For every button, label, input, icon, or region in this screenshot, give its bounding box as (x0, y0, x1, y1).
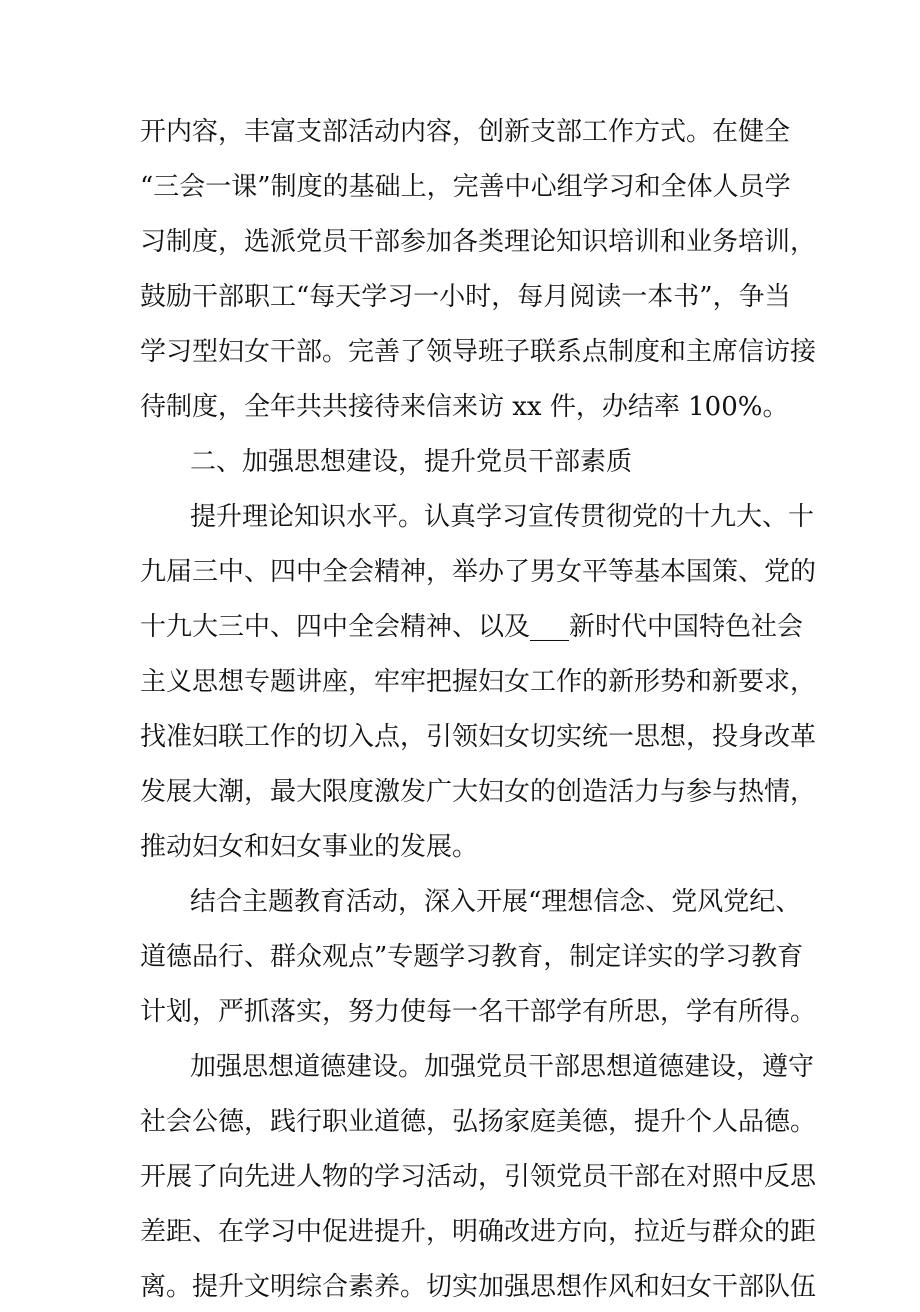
section-heading: 二、加强思想建设，提升党员干部素质 (190, 447, 633, 477)
text-line: 找准妇联工作的切入点，引领妇女切实统一思想，投身改革 (140, 722, 817, 752)
text-line: 主义思想专题讲座，牢牢把握妇女工作的新形势和新要求， (140, 667, 817, 697)
text-line: 十九大三中、四中全会精神、以及___新时代中国特色社会 (140, 612, 804, 642)
text-line: 计划，严抓落实，努力使每一名干部学有所思，学有所得。 (140, 997, 817, 1027)
text-line: 开展了向先进人物的学习活动，引领党员干部在对照中反思 (140, 1162, 817, 1192)
paragraph-first-line: 结合主题教育活动，深入开展“理想信念、党风党纪、 (190, 887, 802, 917)
text-line: 离。提升文明综合素养。切实加强思想作风和妇女干部队伍 (140, 1272, 817, 1302)
text-line: 九届三中、四中全会精神，举办了男女平等基本国策、党的 (140, 557, 817, 587)
text-line: 道德品行、群众观点”专题学习教育，制定详实的学习教育 (140, 942, 804, 972)
text-line: 习制度，选派党员干部参加各类理论知识培训和业务培训， (140, 227, 817, 257)
text-line: 待制度，全年共共接待来信来访 xx 件，办结率 100%。 (140, 392, 789, 422)
text-line: 差距、在学习中促进提升，明确改进方向，拉近与群众的距 (140, 1217, 817, 1247)
text-line: 学习型妇女干部。完善了领导班子联系点制度和主席信访接 (140, 337, 817, 367)
text-line: 开内容，丰富支部活动内容，创新支部工作方式。在健全 (140, 117, 791, 147)
text-line: “三会一课”制度的基础上，完善中心组学习和全体人员学 (140, 172, 791, 202)
text-line: 社会公德，践行职业道德，弘扬家庭美德，提升个人品德。 (140, 1107, 817, 1137)
paragraph-first-line: 加强思想道德建设。加强党员干部思想道德建设，遵守 (190, 1052, 815, 1082)
text-line: 推动妇女和妇女事业的发展。 (140, 832, 479, 862)
text-line: 鼓励干部职工“每天学习一小时，每月阅读一本书”，争当 (140, 282, 791, 312)
paragraph-first-line: 提升理论知识水平。认真学习宣传贯彻党的十九大、十 (190, 502, 815, 532)
text-line: 发展大潮，最大限度激发广大妇女的创造活力与参与热情， (140, 777, 817, 807)
